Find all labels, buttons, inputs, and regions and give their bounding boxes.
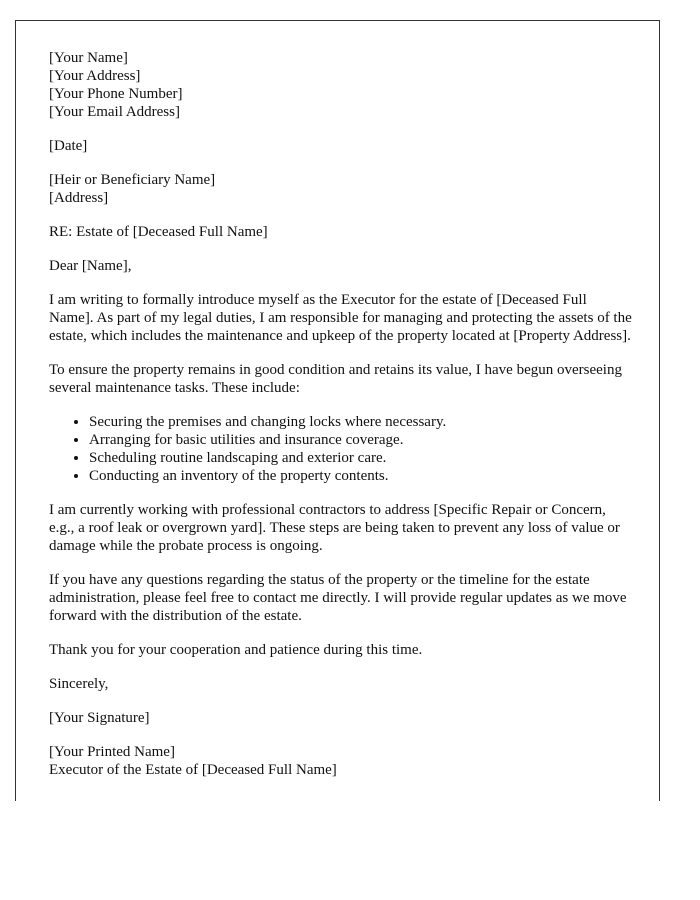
recipient-address: [Address]: [49, 190, 109, 206]
recipient-block: [49, 171, 633, 207]
printed-name: [Your Printed Name]: [49, 744, 175, 760]
executor-title: Executor of the Estate of [Deceased Full Name]: [49, 762, 337, 778]
intro-paragraph: I am writing to formally introduce myself as the Executor for the estate of [Deceased Full Name]. As part of my legal duties, I am responsible for managing and protecting the assets of the estate, which includes the maintenance and upkeep of the property located at [Property Address].: [49, 292, 632, 344]
sender-email: [Your Email Address]: [49, 104, 180, 120]
list-item: • Securing the premises and changing locks where necessary.: [89, 413, 633, 431]
task-list: [49, 413, 633, 485]
sender-name: [Your Name]: [49, 50, 128, 66]
letter-page: [15, 20, 660, 801]
contractors-paragraph: I am currently working with professional contractors to address [Specific Repair or Concern, e.g., a roof leak or overgrown yard]. These steps are being taken to prevent any loss of value or damage while the probate process is ongoing.: [49, 502, 620, 554]
date: [Date]: [49, 138, 88, 154]
maintenance-paragraph: To ensure the property remains in good condition and retains its value, I have begun overseeing several maintenance tasks. These include:: [49, 362, 622, 396]
salutation: Dear [Name],: [49, 258, 132, 274]
thanks-paragraph: Thank you for your cooperation and patience during this time.: [49, 642, 423, 658]
sender-block: [49, 49, 633, 121]
closing: Sincerely,: [49, 676, 109, 692]
sender-address: [Your Address]: [49, 68, 141, 84]
list-item: • Arranging for basic utilities and insurance coverage.: [89, 431, 633, 449]
sender-phone: [Your Phone Number]: [49, 86, 183, 102]
list-item: • Scheduling routine landscaping and exterior care.: [89, 449, 633, 467]
subject-line: RE: Estate of [Deceased Full Name]: [49, 224, 268, 240]
list-item: • Conducting an inventory of the property contents.: [89, 467, 633, 485]
signature: [Your Signature]: [49, 710, 150, 726]
signoff-block: [49, 743, 633, 779]
recipient-name: [Heir or Beneficiary Name]: [49, 172, 216, 188]
questions-paragraph: If you have any questions regarding the status of the property or the timeline for the estate administration, please feel free to contact me directly. I will provide regular updates as we move forward with the distribution of the estate.: [49, 572, 627, 624]
